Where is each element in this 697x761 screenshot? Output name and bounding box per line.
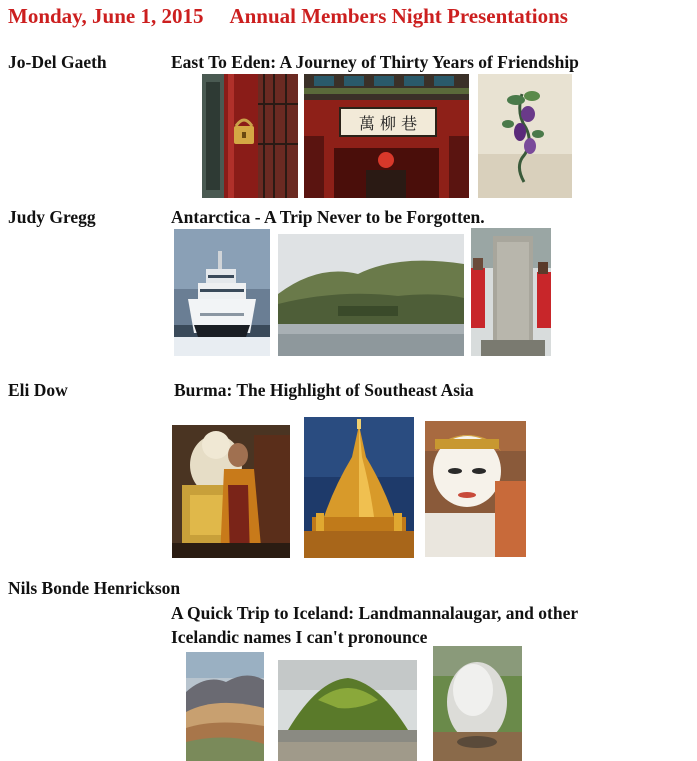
presentation-title: East To Eden: A Journey of Thirty Years of Friendship xyxy=(171,52,579,72)
event-title: Annual Members Night Presentations xyxy=(229,4,568,28)
chinese-gate-photo xyxy=(304,74,469,198)
gate-sign-text: 萬 柳 巷 xyxy=(358,114,418,133)
geothermal-vent-photo xyxy=(433,646,522,761)
rhyolite-hills-photo xyxy=(186,652,264,761)
presentation-title: Antarctica - A Trip Never to be Forgotten. xyxy=(171,207,485,227)
presentation-title xyxy=(171,601,578,649)
green-mountain-photo xyxy=(278,660,417,761)
presenter-name: Nils Bonde Henrickson xyxy=(8,578,181,598)
presenter-name: Eli Dow xyxy=(8,380,68,400)
monk-buddha-photo xyxy=(172,425,290,558)
grapevine-art-photo xyxy=(478,74,572,198)
red-door-padlock-photo xyxy=(202,74,298,198)
stone-monument-photo xyxy=(471,228,551,356)
presentation-title: Burma: The Highlight of Southeast Asia xyxy=(174,380,474,400)
event-date: Monday, June 1, 2015 xyxy=(8,4,204,28)
presenter-name: Jo-Del Gaeth xyxy=(8,52,107,72)
presentation-title-line: Icelandic names I can't pronounce xyxy=(171,627,428,647)
presenter-name: Judy Gregg xyxy=(8,207,96,227)
presentation-title-line: A Quick Trip to Iceland: Landmannalaugar, and other xyxy=(171,603,579,623)
mountain-bay-photo xyxy=(278,234,464,356)
expedition-ship-photo xyxy=(174,229,270,356)
page-header xyxy=(8,4,568,29)
golden-pagoda-photo xyxy=(304,417,414,558)
reclining-buddha-photo xyxy=(425,421,526,557)
